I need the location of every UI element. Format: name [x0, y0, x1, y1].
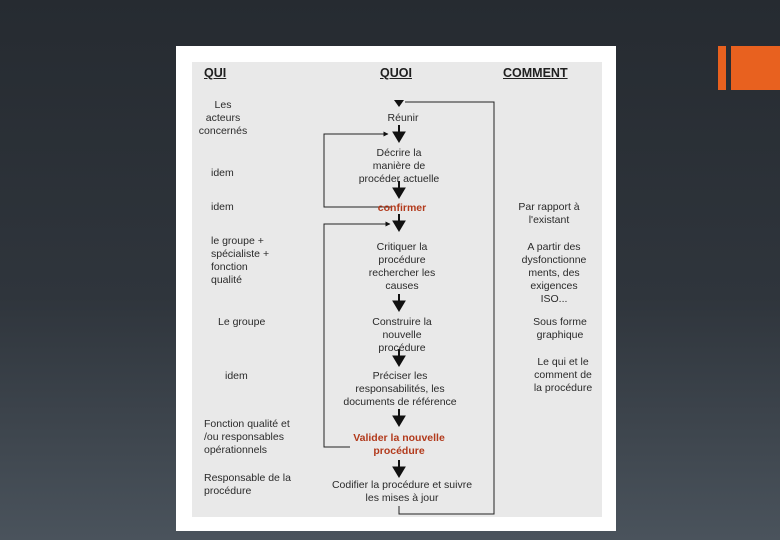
- comment-critiquer: A partir des dysfonctionne ments, des exigences ISO...: [521, 241, 587, 305]
- accent-bar-large: [731, 46, 780, 90]
- qui-step-6: idem: [225, 370, 248, 382]
- procedure-diagram: [192, 62, 602, 517]
- quoi-step-5: Construire la nouvelle procédure: [372, 316, 432, 354]
- header-quoi: QUOI: [380, 66, 412, 80]
- qui-step-2: idem: [211, 167, 234, 179]
- qui-step-8: Responsable de la procédure: [204, 472, 291, 497]
- quoi-step-3: confirmer: [377, 202, 427, 214]
- comment-construire: Sous forme graphique: [533, 316, 587, 341]
- quoi-step-8: Codifier la procédure et suivre les mises à jour: [331, 479, 473, 504]
- qui-step-4: le groupe + spécialiste + fonction qualité: [211, 235, 270, 286]
- comment-confirmer: Par rapport à l'existant: [518, 201, 580, 226]
- qui-step-7: Fonction qualité et /ou responsables opérationnels: [204, 418, 290, 456]
- quoi-step-7: Valider la nouvelle procédure: [353, 432, 445, 457]
- accent-bar-small: [718, 46, 726, 90]
- header-qui: QUI: [204, 66, 227, 80]
- qui-step-1: Les acteurs concernés: [198, 99, 248, 137]
- quoi-step-1: Réunir: [387, 112, 419, 124]
- qui-step-5: Le groupe: [218, 316, 266, 328]
- header-comment: COMMENT: [503, 66, 568, 80]
- quoi-step-4: Critiquer la procédure rechercher les causes: [368, 241, 436, 292]
- entry-arrowhead: [394, 100, 404, 107]
- comment-preciser: Le qui et le comment de la procédure: [533, 356, 593, 394]
- qui-step-3: idem: [211, 201, 234, 213]
- quoi-step-6: Préciser les responsabilités, les documents de référence: [343, 370, 457, 408]
- quoi-step-2: Décrire la manière de procéder actuelle: [358, 147, 440, 185]
